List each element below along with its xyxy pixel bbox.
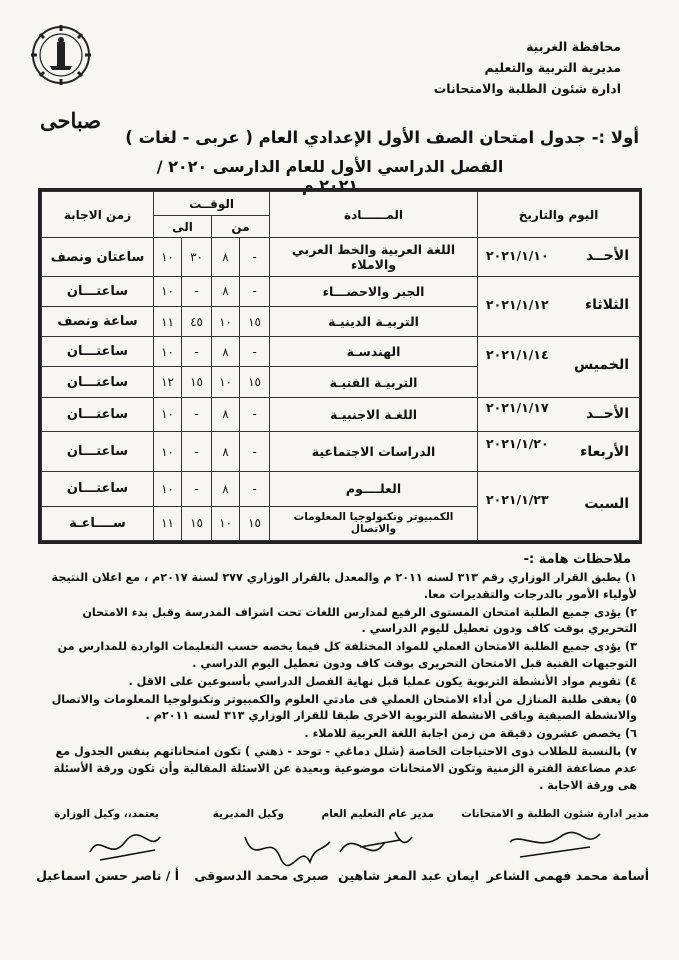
subject-cell: الكمبيوتر وتكنولوجيا المعلومات والاتصال [270, 506, 478, 540]
duration-cell: ساعتـــان [42, 337, 154, 367]
header-time: الوقــت [154, 192, 270, 216]
subject-cell: الدراسات الاجتماعية [270, 432, 478, 472]
note-item: ٢) يؤدى جميع الطلبة امتحان المستوى الرفيع لمدارس اللغات تحت اشراف المدرسة وقبل بدء الامتحان التحريري بوقت كاف ودون تعطيل لليوم الدراسي . [82, 605, 637, 636]
subject-cell: الهندسـة [270, 337, 478, 367]
to-hour: ١١ [154, 306, 182, 336]
note-item: ٥) يعفى طلبة المنازل من أداء الامتحان العملي فى مادتي العلوم والكمبيوتر وتكنولوجيا المعلومات والاتصال والانشطة الصيفية وباقى الانشطة التربوية الاخرى طبقا للقرار الوزاري ٣١٣ لسنه ٢٠١١م . [51, 692, 637, 723]
header-to: الى [154, 216, 212, 238]
exam-date: ٢٠٢١/١/١٢ [486, 296, 549, 312]
to-minute: ٤٥ [182, 306, 212, 336]
from-hour: ١٠ [212, 367, 240, 397]
day-name: السبت [584, 496, 630, 513]
table-row [42, 337, 640, 367]
to-minute: - [182, 337, 212, 367]
to-minute: - [182, 276, 212, 306]
note-item: ٤) تقويم مواد الأنشطة التربوية يكون عمليا قبل نهاية الفصل الدراسي بأسبوعين على الاقل . [128, 674, 637, 688]
subject-cell: اللغـة الاجنبيـة [270, 397, 478, 431]
signature-title: وكيل المديرية [212, 808, 284, 820]
from-hour: ١٠ [212, 306, 240, 336]
duration-cell: ساعتـــان [42, 432, 154, 472]
from-minute: ١٥ [240, 306, 270, 336]
to-hour: ١٠ [154, 472, 182, 506]
duration-cell: ســــاعـة [42, 506, 154, 540]
from-minute: - [240, 337, 270, 367]
signature-name: صبرى محمد الدسوقى [194, 868, 329, 883]
subject-cell: العلــــوم [270, 472, 478, 506]
from-minute: - [240, 397, 270, 431]
schedule-table [38, 188, 642, 544]
day-name: الأحــد [586, 248, 630, 265]
day-date-cell [478, 337, 640, 398]
governorate-name: محافظة الغربية [526, 39, 621, 54]
from-minute: - [240, 432, 270, 472]
semester-title: الفصل الدراسي الأول للعام الدارسى ٢٠٢٠ / ٢٠٢١ م [156, 157, 504, 195]
note-item: ١) يطبق القرار الوزاري رقم ٣١٣ لسنه ٢٠١١ م والمعدل بالقرار الوزاري ٢٧٧ لسنة ٢٠١٧م ، مع اعلان النتيجة لأولياء الأمور بالدرجات والتقديرات معا. [51, 571, 637, 601]
from-hour: ٨ [212, 472, 240, 506]
signature-title: مدير ادارة شئون الطلبة و الامتحانات [461, 808, 649, 820]
duration-cell: ساعتـــان [42, 276, 154, 306]
day-name: الأحــد [586, 405, 630, 422]
day-date-cell [478, 238, 640, 276]
subject-cell: الجبر والاحصـــاء [270, 276, 478, 306]
to-minute: - [182, 472, 212, 506]
header-duration: زمن الاجابة [42, 192, 154, 238]
table-row [42, 276, 640, 306]
from-hour: ٨ [212, 276, 240, 306]
note-item: ٣) يؤدى جميع الطلبة الامتحان العملي للمواد المختلفة كل فيما يخصه حسب التعليمات الواردة للمدارس من التوجيهات الفنية قبل الامتحان التحريرى بوقت كاف ودون تعطيل اليوم الدراسي . [57, 640, 637, 670]
from-minute: ١٥ [240, 506, 270, 540]
day-date-cell [478, 472, 640, 541]
day-date-cell [478, 276, 640, 337]
from-minute: - [240, 238, 270, 276]
notes-list [36, 570, 637, 795]
day-name: الثلاثاء [584, 296, 630, 313]
handwritten-signatures-icon [40, 822, 640, 872]
table-row [42, 397, 640, 431]
to-hour: ١٢ [154, 367, 182, 397]
department-name: ادارة شئون الطلبة والامتحانات [433, 81, 621, 96]
exam-date: ٢٠٢١/١/١٠ [486, 248, 549, 264]
organization-header [401, 36, 621, 99]
duration-cell: ساعتـــان [42, 472, 154, 506]
header-subject: المــــــادة [270, 192, 478, 238]
table-row [42, 432, 640, 472]
duration-cell: ساعتـــان [42, 397, 154, 431]
day-name: الخميس [573, 357, 630, 374]
day-name: الأربعاء [580, 444, 630, 460]
exam-date: ٢٠٢١/١/١٤ [486, 347, 549, 363]
to-hour: ١٠ [154, 276, 182, 306]
to-minute: ١٥ [182, 506, 212, 540]
table-row [42, 238, 640, 276]
day-date-cell [478, 432, 640, 472]
note-item: ٧) بالنسبة للطلاب ذوى الاحتياجات الخاصة (شلل دماغي - توحد - ذهني ) تكون امتحاناتهم بنفس الجدول مع عدم مضاعفة الفترة الزمنية وتكون الامتحانات موضوعية وبعيدة عن الاسئلة المقالية وأن تكون ورقة الأسئلة هى ورقة الاجابة . [53, 744, 637, 792]
signature-title: يعتمد،، وكيل الوزارة [54, 808, 159, 820]
signature-title: مدير عام التعليم العام [321, 808, 434, 820]
to-minute: ١٥ [182, 367, 212, 397]
signature-name: أ / ناصر حسن اسماعيل [36, 868, 179, 883]
to-hour: ١١ [154, 506, 182, 540]
exam-date: ٢٠٢١/١/٢٣ [486, 492, 549, 508]
exam-date: ٢٠٢١/١/٢٠ [486, 436, 549, 451]
subject-cell: التربيـة الدينيـة [270, 306, 478, 336]
to-hour: ١٠ [154, 432, 182, 472]
from-hour: ٨ [212, 432, 240, 472]
duration-cell: ساعتـــان [42, 367, 154, 397]
subject-cell: اللغة العربية والخط العربي والاملاء [270, 238, 478, 276]
signature-name: ايمان عبد المعز شاهين [338, 868, 479, 883]
notes-title: ملاحظات هامة :- [523, 552, 631, 567]
to-minute: - [182, 397, 212, 431]
note-item: ٦) يخصص عشرون دقيقة من زمن اجابة اللغة العربية للاملاء . [304, 727, 637, 741]
table-row [42, 472, 640, 506]
day-date-cell [478, 397, 640, 431]
from-hour: ٨ [212, 337, 240, 367]
shift-label: صباحى [40, 108, 102, 133]
ministry-emblem-icon [30, 24, 92, 86]
to-hour: ١٠ [154, 238, 182, 276]
from-minute: - [240, 472, 270, 506]
exam-date: ٢٠٢١/١/١٧ [486, 399, 549, 415]
header-from: من [212, 216, 270, 238]
signature-name: أسامة محمد فهمى الشاعر [486, 868, 649, 883]
duration-cell: ساعتان ونصف [42, 238, 154, 276]
to-hour: ١٠ [154, 397, 182, 431]
to-minute: - [182, 432, 212, 472]
to-hour: ١٠ [154, 337, 182, 367]
from-minute: - [240, 276, 270, 306]
from-hour: ٨ [212, 238, 240, 276]
subject-cell: التربيـة الفنيـة [270, 367, 478, 397]
from-hour: ١٠ [212, 506, 240, 540]
from-minute: ١٥ [240, 367, 270, 397]
directorate-name: مديرية التربية والتعليم [484, 60, 621, 75]
header-day-date: اليوم والتاريخ [478, 192, 640, 238]
duration-cell: ساعة ونصف [42, 306, 154, 336]
to-minute: ٣٠ [182, 238, 212, 276]
schedule-title: أولا :- جدول امتحان الصف الأول الإعدادي العام ( عربى - لغات ) [125, 128, 639, 147]
from-hour: ٨ [212, 397, 240, 431]
